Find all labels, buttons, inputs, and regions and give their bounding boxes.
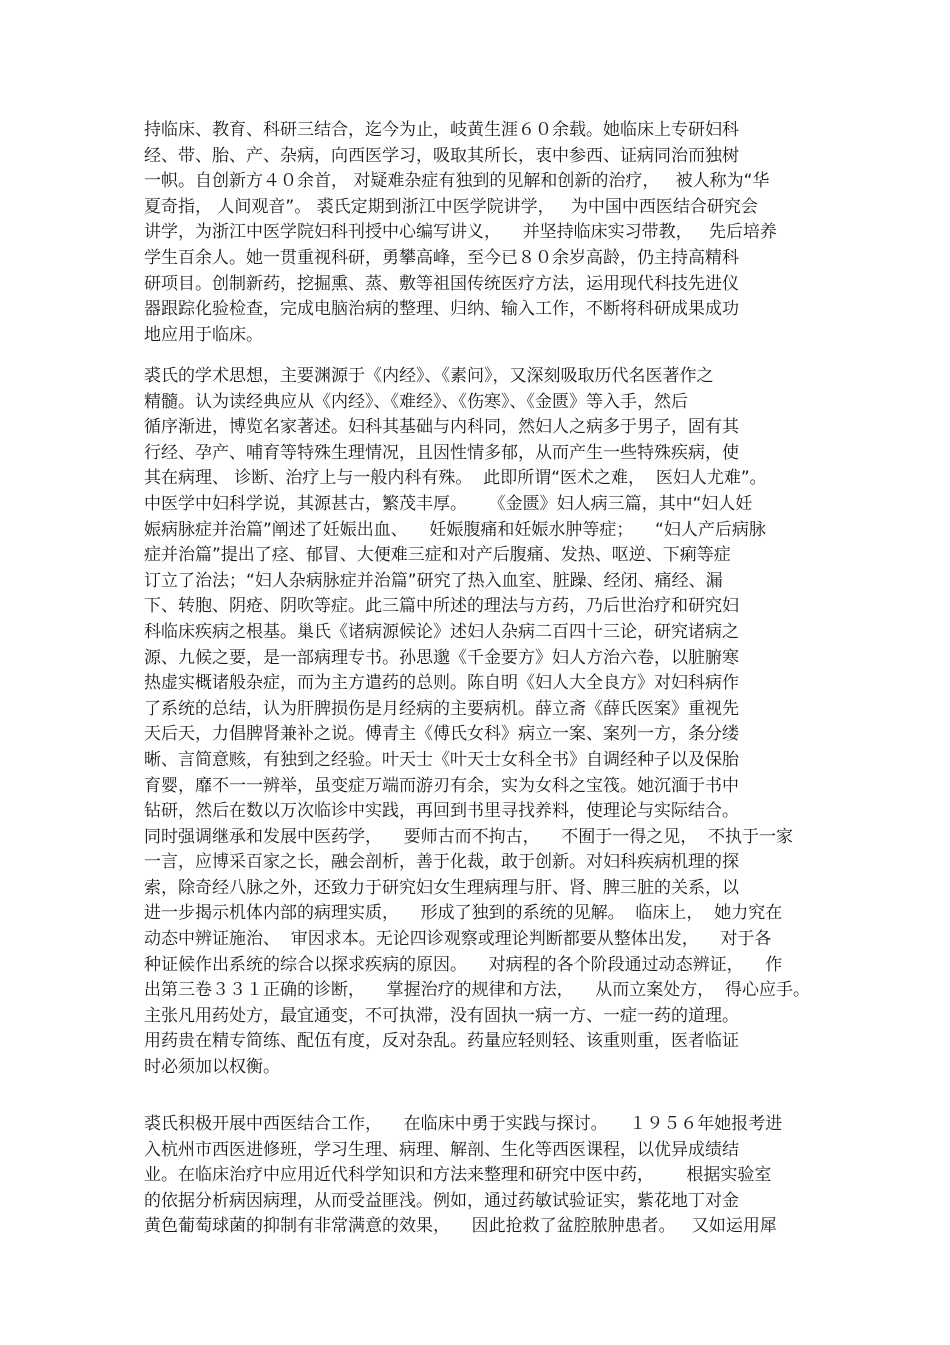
text-line: 裘氏积极开展中西医结合工作， 在临床中勇于实践与探讨。 １９５６年她报考进 [144, 1114, 783, 1134]
text-line: 下、转胞、阴疮、阴吹等症。此三篇中所述的理法与方药，乃后世治疗和研究妇 [144, 596, 739, 617]
paragraph-2 [144, 364, 814, 1081]
text-line: 地应用于临床。 [144, 324, 263, 345]
text-line: 行经、孕产、哺育等特殊生理情况，且因性情多郁，从而产生一些特殊疾病，使 [144, 442, 739, 463]
text-line: 黄色葡萄球菌的抑制有非常满意的效果， 因此抢救了盆腔脓肿患者。 又如运用犀 [144, 1216, 777, 1237]
text-line: 种证候作出系统的综合以探求疾病的原因。 对病程的各个阶段通过动态辨证， 作 [144, 954, 783, 975]
text-line: 钻研，然后在数以万次临诊中实践，再回到书里寻找养料，使理论与实际结合。 [144, 801, 739, 822]
text-line: 学生百余人。她一贯重视科研，勇攀高峰，至今已８０余岁高龄，仍主持高精科 [144, 247, 739, 268]
text-line: 了系统的总结，认为肝脾损伤是月经病的主要病机。薛立斋《薛氏医案》重视先 [144, 698, 739, 719]
text-line: 入杭州市西医进修班，学习生理、病理、解剖、生化等西医课程，以优异成绩结 [144, 1139, 739, 1160]
text-line: 讲学，为浙江中医学院妇科刊授中心编写讲义， 并坚持临床实习带教， 先后培养 [144, 222, 777, 243]
text-line: 精髓。认为读经典应从《内经》、《难经》、《伤寒》、《金匮》等入手，然后 [144, 391, 688, 412]
text-line: 经、带、胎、产、杂病，向西医学习，吸取其所长，衷中参西、证病同治而独树 [144, 145, 739, 166]
text-line: 研项目。创制新药，挖掘熏、蒸、敷等祖国传统医疗方法，运用现代科技先进仪 [144, 273, 739, 294]
text-line: 裘氏的学术思想，主要渊源于《内经》、《素问》，又深刻吸取历代名医著作之 [144, 366, 714, 386]
text-line: 育婴，靡不一一辨举，虽变症万端而游刃有余，实为女科之宝筏。她沉湎于书中 [144, 775, 739, 796]
text-line: 的依据分析病因病理，从而受益匪浅。例如，通过药敏试验证实，紫花地丁对金 [144, 1190, 739, 1211]
text-line: 器跟踪化验检查，完成电脑治病的整理、归纳、输入工作，不断将科研成果成功 [144, 299, 739, 320]
text-line: 动态中辨证施治、 审因求本。无论四诊观察或理论判断都要从整体出发， 对于各 [144, 929, 772, 950]
text-line: 持临床、教育、科研三结合，迄今为止，岐黄生涯６０余载。她临床上专研妇科 [144, 120, 739, 140]
text-line: 进一步揭示机体内部的病理实质， 形成了独到的系统的见解。 临床上， 她力究在 [144, 903, 783, 924]
text-line: 一言，应博采百家之长，融会剖析，善于化裁，敢于创新。对妇科疾病机理的探 [144, 852, 739, 873]
text-line: 主张凡用药处方，最宜通变，不可执滞，没有固执一病一方、一症一药的道理。 [144, 1005, 739, 1026]
text-line: 出第三卷３３１正确的诊断， 掌握治疗的规律和方法， 从而立案处方， 得心应手。 [144, 980, 811, 1001]
text-line: 索，除奇经八脉之外，还致力于研究妇女生理病理与肝、肾、脾三脏的关系，以 [144, 877, 739, 898]
text-line: 中医学中妇科学说，其源甚古，繁茂丰厚。 《金匮》妇人病三篇，其中“妇人妊 [144, 493, 753, 514]
text-line: 源、九候之要，是一部病理专书。孙思邈《千金要方》妇人方治六卷，以脏腑寒 [144, 647, 739, 668]
text-line: 时必须加以权衡。 [144, 1057, 280, 1078]
text-line: 循序渐进，博览名家著述。妇科其基础与内科同，然妇人之病多于男子，固有其 [144, 417, 739, 438]
text-line: 业。在临床治疗中应用近代科学知识和方法来整理和研究中医中药， 根据实验室 [144, 1165, 772, 1186]
text-line: 一帜。自创新方４０余首， 对疑难杂症有独到的见解和创新的治疗， 被人称为“华 [144, 171, 770, 192]
text-line: 订立了治法；“妇人杂病脉症并治篇”研究了热入血室、脏躁、经闭、痛经、漏 [144, 570, 723, 591]
text-line: 用药贵在精专简练、配伍有度，反对杂乱。药量应轻则轻、该重则重，医者临证 [144, 1031, 739, 1052]
text-line: 科临床疾病之根基。巢氏《诸病源候论》述妇人杂病二百四十三论，研究诸病之 [144, 621, 739, 642]
text-line: 晰、言简意赅，有独到之经验。叶天士《叶天士女科全书》自调经种子以及保胎 [144, 749, 739, 770]
paragraph-3 [144, 1112, 814, 1240]
text-line: 夏奇指， 人间观音”。 裘氏定期到浙江中医学院讲学， 为中国中西医结合研究会 [144, 196, 758, 217]
text-line: 天后天，力倡脾肾兼补之说。傅青主《傅氏女科》病立一案、案列一方，条分缕 [144, 724, 739, 745]
text-line: 娠病脉症并治篇”阐述了妊娠出血、 妊娠腹痛和妊娠水肿等症； “妇人产后病脉 [144, 519, 766, 540]
paragraph-1 [144, 118, 814, 348]
text-line: 症并治篇”提出了痉、郁冒、大便难三症和对产后腹痛、发热、呕逆、下痢等症 [144, 545, 731, 566]
text-line: 同时强调继承和发展中医药学， 要师古而不拘古， 不囿于一得之见， 不执于一家 [144, 826, 794, 847]
text-line: 其在病理、 诊断、治疗上与一般内科有殊。 此即所谓“医术之难， 医妇人尤难”。 [144, 468, 767, 489]
text-line: 热虚实概诸般杂症，而为主方遣药的总则。陈自明《妇人大全良方》对妇科病作 [144, 673, 739, 694]
